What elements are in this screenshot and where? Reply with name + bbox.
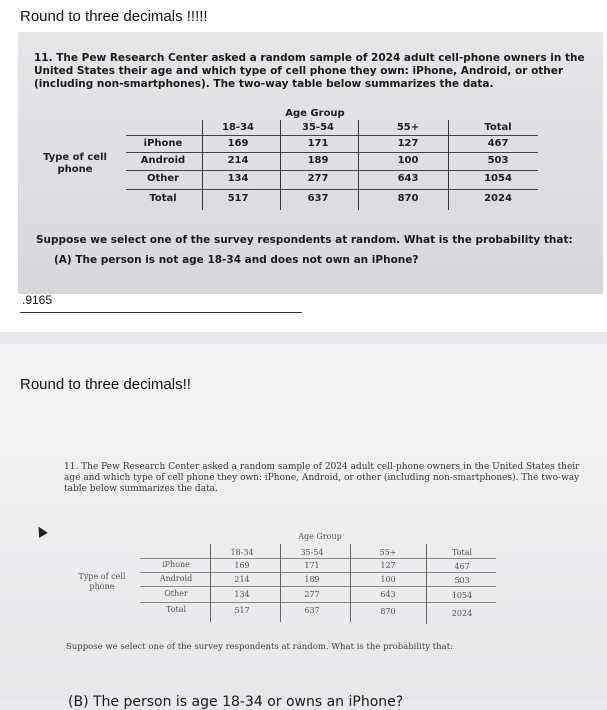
two-way-table [0, 384, 607, 644]
table-cell: 100 [380, 575, 396, 584]
table-divider [280, 120, 281, 210]
row-label-0: iPhone [162, 560, 190, 569]
table-cell: 1054 [451, 591, 473, 600]
table-cell: 637 [307, 193, 329, 204]
table-cell: 169 [227, 138, 249, 149]
table-cell: 870 [397, 193, 419, 204]
row-header-0: Type of cell phone [43, 152, 107, 175]
col-header-2: 55+ [396, 122, 420, 133]
table-cell: 517 [234, 606, 250, 615]
col-header-2: 55+ [379, 548, 397, 557]
table-cell: 214 [234, 575, 250, 584]
table-rule [126, 135, 538, 136]
row-label-3: Total [165, 605, 187, 614]
table-divider [202, 120, 203, 210]
table-rule [140, 602, 496, 603]
part-b-question: (B) The person is age 18-34 or owns an iPhone? [68, 694, 404, 710]
table-cell: 127 [380, 561, 396, 570]
row-label-2: Other [164, 589, 188, 598]
table-divider [280, 544, 281, 622]
table-cell: 214 [227, 155, 249, 166]
answer-input[interactable] [20, 290, 302, 313]
question-panel-a [0, 0, 607, 332]
round-instruction-heading: Round to three decimals!! [20, 376, 191, 393]
table-cell: 503 [487, 155, 509, 166]
part-a-question: (A) The person is not age 18-34 and does not own an iPhone? [54, 254, 419, 266]
question-panel-b [0, 344, 607, 710]
col-header-0: 18-34 [222, 122, 254, 133]
table-rule [140, 586, 496, 587]
row-label-2: Other [146, 173, 180, 184]
table-cell: 169 [234, 561, 250, 570]
table-rule [126, 170, 538, 171]
table-cell: 637 [304, 606, 320, 615]
question-image-b [0, 384, 607, 710]
table-cell: 643 [397, 173, 419, 184]
table-cell: 870 [380, 607, 396, 616]
round-instruction-heading: Round to three decimals !!!!! [20, 8, 208, 25]
suppose-text: Suppose we select one of the survey respondents at random. What is the probability that: [36, 234, 573, 246]
table-cell: 134 [227, 173, 249, 184]
col-header-0: 18-34 [230, 548, 254, 557]
table-cell: 277 [307, 173, 329, 184]
table-rule [126, 152, 538, 153]
table-cell: 2024 [451, 609, 473, 618]
col-header-1: 35-54 [302, 122, 334, 133]
row-label-1: Android [159, 574, 193, 583]
table-cell: 1054 [484, 173, 512, 184]
table-divider [358, 120, 359, 210]
table-divider [426, 544, 427, 624]
table-cell: 127 [397, 138, 419, 149]
table-cell: 643 [380, 590, 396, 599]
table-cell: 189 [304, 575, 320, 584]
table-cell: 277 [304, 590, 320, 599]
table-cell: 467 [454, 562, 470, 571]
table-cell: 134 [234, 590, 250, 599]
row-label-0: iPhone [143, 138, 183, 149]
table-rule [140, 558, 496, 559]
row-header-0: Type of cell phone [78, 572, 126, 591]
table-divider [350, 544, 351, 622]
table-cell: 467 [487, 138, 509, 149]
table-cell: 503 [454, 576, 470, 585]
table-title: Age Group [298, 532, 342, 541]
table-cell: 189 [307, 155, 329, 166]
table-rule [140, 572, 496, 573]
col-header-3: Total [451, 548, 473, 557]
two-way-table [18, 32, 603, 232]
row-label-1: Android [140, 155, 186, 166]
col-header-1: 35-54 [300, 548, 324, 557]
table-cell: 2024 [484, 193, 512, 204]
table-cell: 100 [397, 155, 419, 166]
table-cell: 517 [227, 193, 249, 204]
col-header-3: Total [484, 122, 512, 133]
table-divider [210, 544, 211, 622]
suppose-text: Suppose we select one of the survey respondents at random. What is the probability that: [66, 642, 453, 652]
table-title: Age Group [285, 108, 345, 119]
table-divider [448, 120, 449, 210]
question-text: 11. The Pew Research Center asked a random sample of 2024 adult cell-phone owners in the United States their age and which type of cell phone they own: iPhone, Android, or other (including non-smartphones). The two-way table below summarizes the data. [64, 462, 580, 494]
question-text: 11. The Pew Research Center asked a random sample of 2024 adult cell-phone owners in the United States their age and which type of cell phone they own: iPhone, Android, or other (including non-smartphones). The two-way table below summarizes the data. [34, 52, 585, 90]
table-cell: 171 [304, 561, 320, 570]
question-image-a [18, 32, 603, 294]
table-cell: 171 [307, 138, 329, 149]
table-rule [126, 189, 538, 190]
row-label-3: Total [149, 193, 177, 204]
